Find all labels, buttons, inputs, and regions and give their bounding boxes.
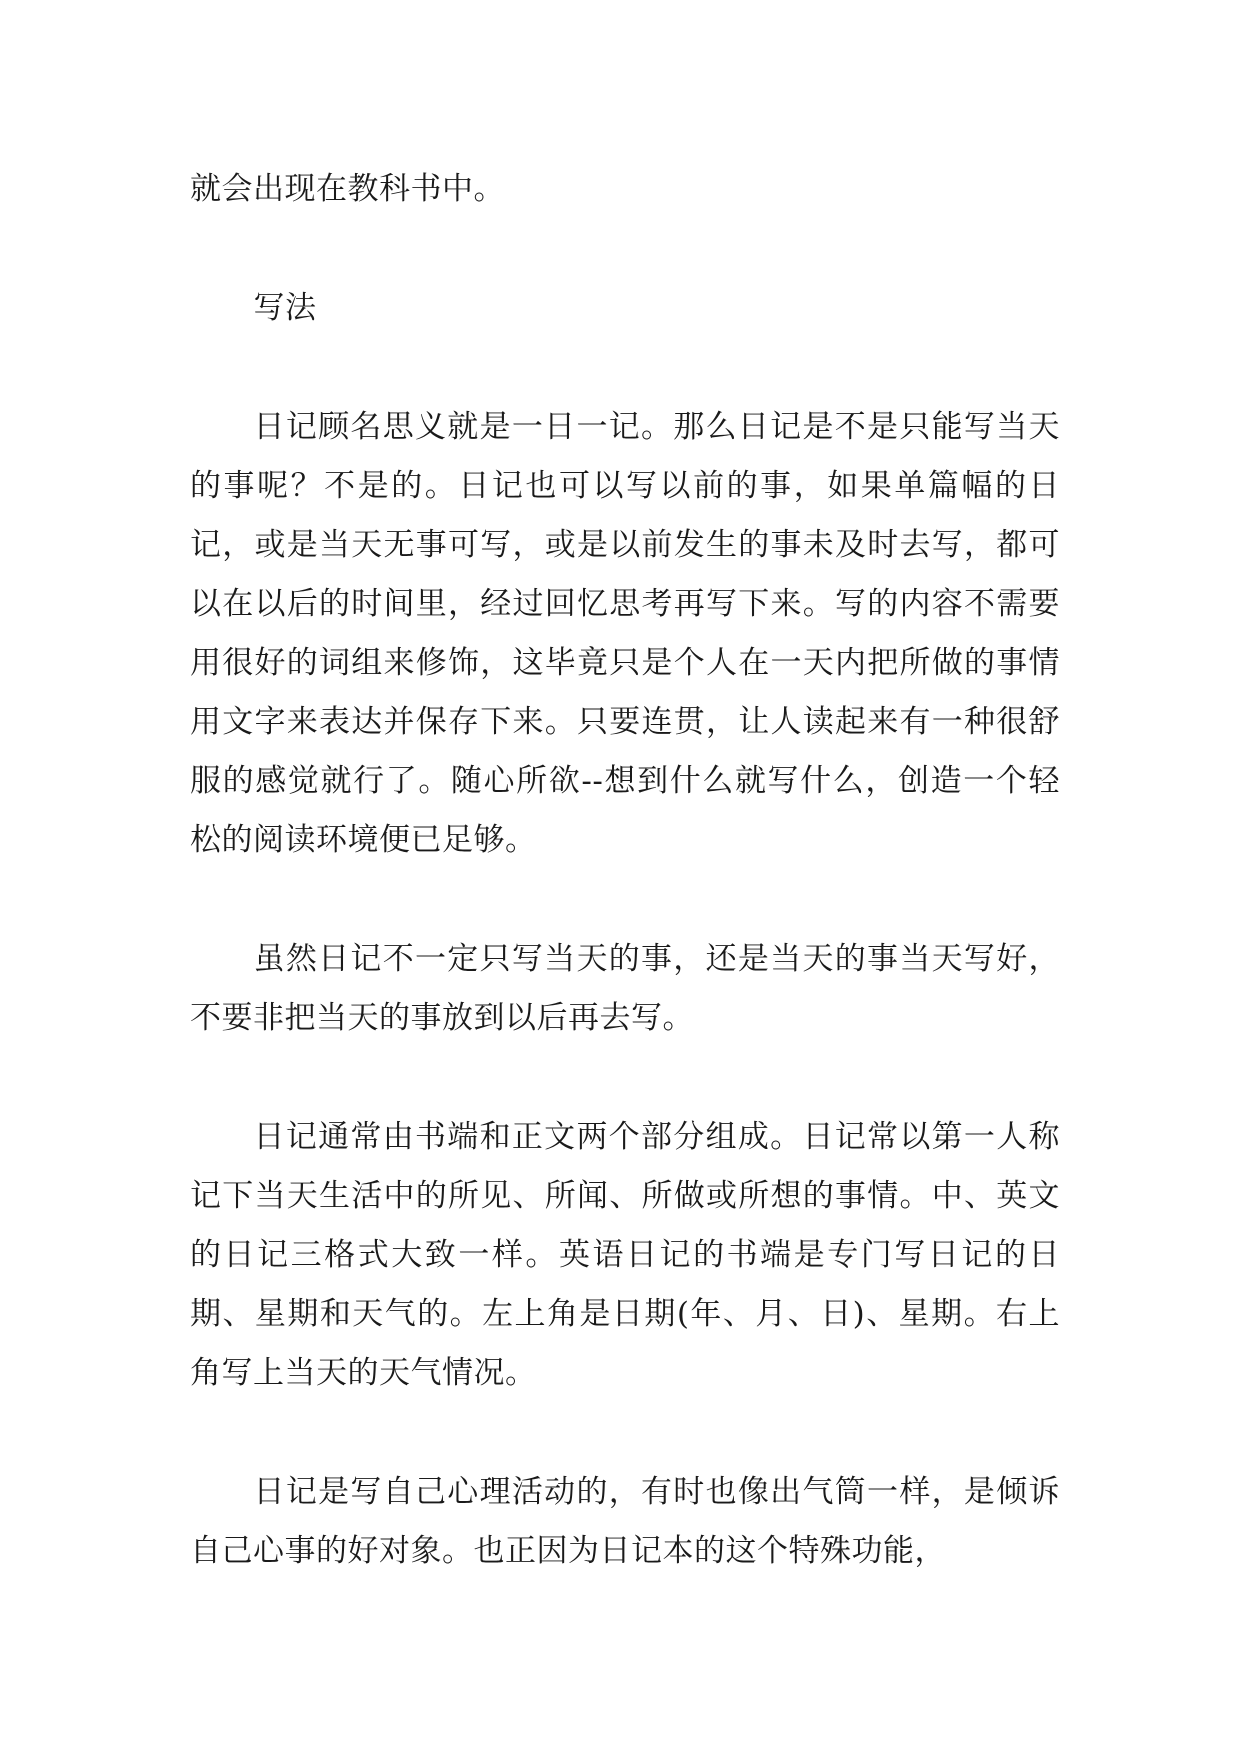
paragraph-gap: [190, 1048, 1060, 1108]
paragraph-gap: [190, 338, 1060, 398]
paragraph-gap: [190, 219, 1060, 279]
document-page: [190, 160, 1060, 1581]
paragraph-continuation: 就会出现在教科书中。: [190, 171, 505, 207]
paragraph-gap: [190, 1403, 1060, 1463]
paragraph-psychology: 日记是写自己心理活动的，有时也像出气筒一样，是倾诉自己心事的好对象。也正因为日记本的这个特殊功能，: [190, 1474, 1060, 1569]
paragraph-same-day: 虽然日记不一定只写当天的事，还是当天的事当天写好，不要非把当天的事放到以后再去写。: [190, 941, 1060, 1036]
paragraph-format: 日记通常由书端和正文两个部分组成。日记常以第一人称记下当天生活中的所见、所闻、所做或所想的事情。中、英文的日记三格式大致一样。英语日记的书端是专门写日记的日期、星期和天气的。左上角是日期(年、月、日)、星期。右上角写上当天的天气情况。: [190, 1119, 1060, 1391]
paragraph-gap: [190, 870, 1060, 930]
paragraph-writing-method: 日记顾名思义就是一日一记。那么日记是不是只能写当天的事呢？不是的。日记也可以写以前的事，如果单篇幅的日记，或是当天无事可写，或是以前发生的事未及时去写，都可以在以后的时间里，经过回忆思考再写下来。写的内容不需要用很好的词组来修饰，这毕竟只是个人在一天内把所做的事情用文字来表达并保存下来。只要连贯，让人读起来有一种很舒服的感觉就行了。随心所欲--想到什么就写什么，创造一个轻松的阅读环境便已足够。: [190, 409, 1060, 858]
section-heading: 写法: [253, 290, 317, 326]
